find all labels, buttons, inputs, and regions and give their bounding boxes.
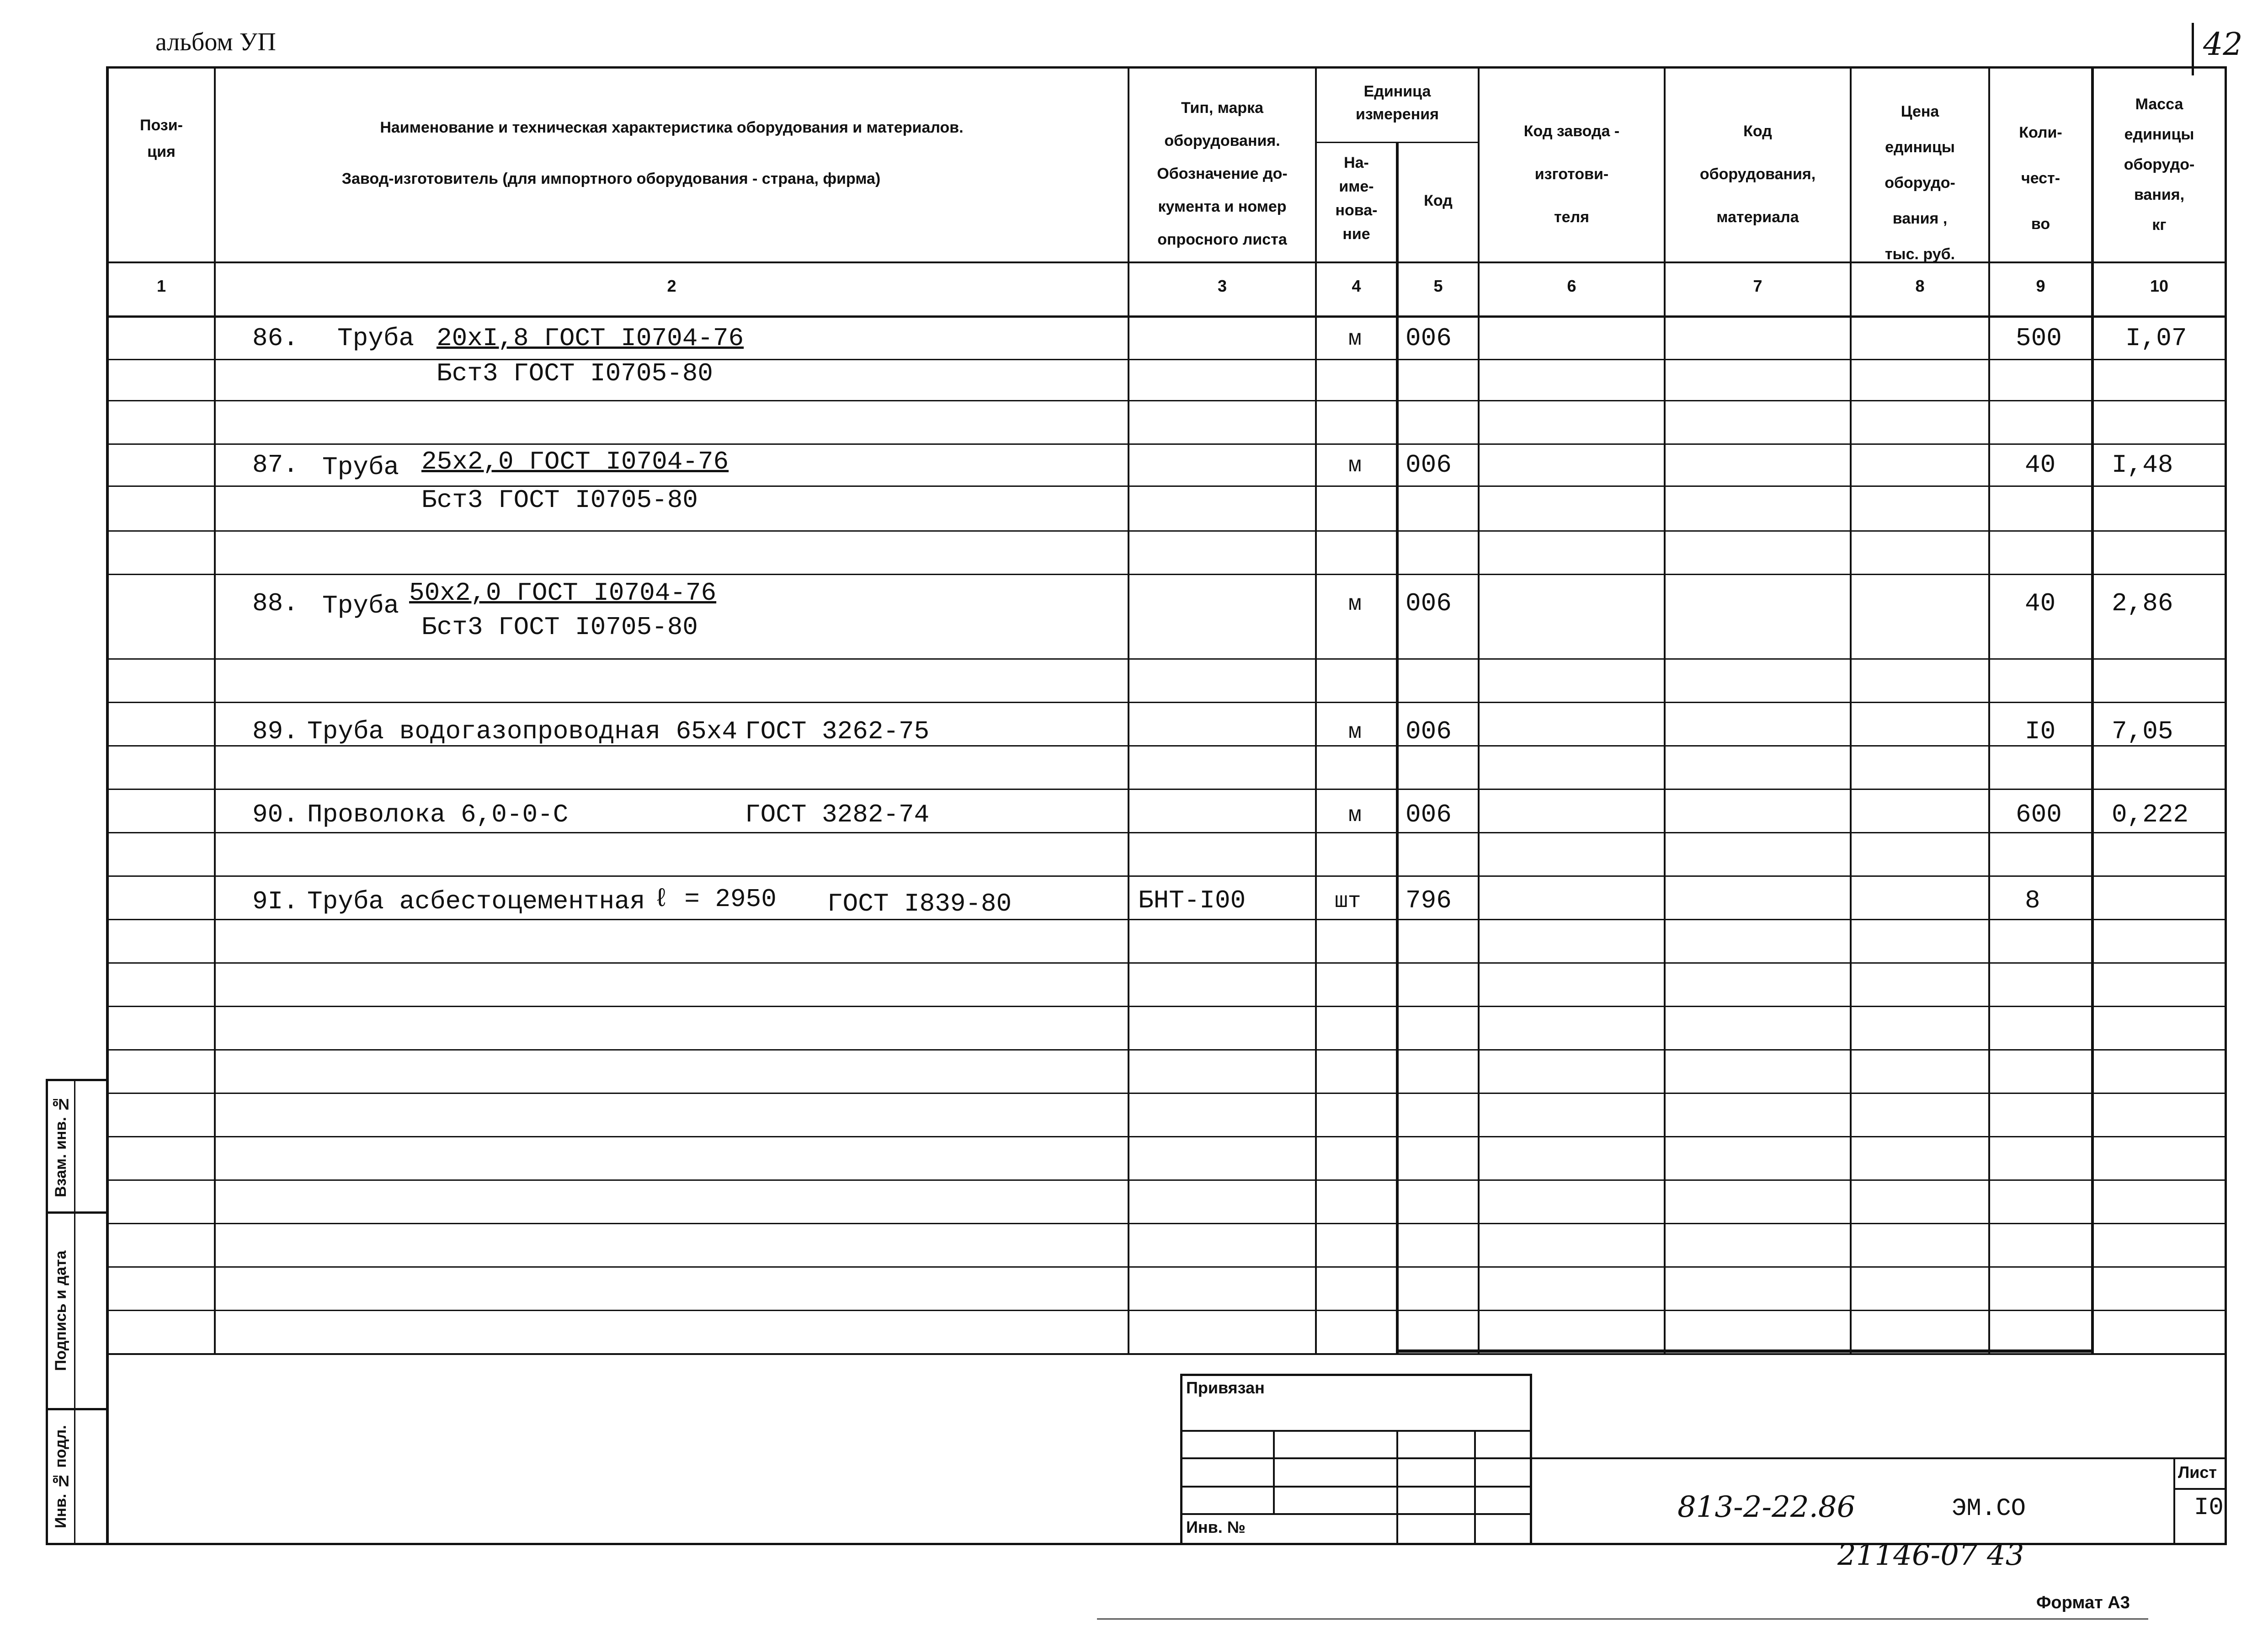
header-plant-code: Код завода - изготови- теля (1523, 123, 1620, 226)
page-number: 42 (2203, 27, 2243, 63)
album-label: альбом УП (155, 28, 276, 56)
col-number: 7 (1753, 277, 1762, 295)
header-name-line1: Наименование и техническая характеристика оборудования и материалов. (380, 119, 964, 136)
header-unit-group: Единица измерения (1356, 83, 1439, 123)
col-number: 5 (1433, 277, 1443, 295)
archive-number: 21146-07 43 (1837, 1538, 2024, 1572)
col-number: 10 (2150, 277, 2169, 295)
format-label: Формат А3 (2036, 1593, 2130, 1612)
privyazan-label: Привязан (1186, 1378, 1265, 1397)
header-quantity: Коли- чест- во (2019, 124, 2062, 233)
inv-no-label: Инв. № (1186, 1518, 1246, 1536)
col-number: 4 (1352, 277, 1361, 295)
header-equipment-code: Код оборудования, материала (1699, 123, 1816, 226)
inv-podl-label: Инв. № подл. (52, 1425, 69, 1528)
col-number: 1 (156, 277, 166, 295)
header-unit-name: На- име- нова- ние (1335, 154, 1378, 243)
header-mass: Масса единицы оборудо- вания, кг (2124, 96, 2195, 234)
sheet-number: I0 (2194, 1494, 2224, 1522)
col-number: 3 (1217, 277, 1227, 295)
doc-code: 813-2-22.86 (1677, 1490, 1856, 1524)
sheet-label: Лист (2178, 1463, 2217, 1482)
header-type: Тип, марка оборудования. Обозначение до- кумента и номер опросного листа (1157, 99, 1288, 248)
vzam-inv-label: Взам. инв. № (52, 1095, 69, 1198)
col-number: 9 (2036, 277, 2045, 295)
header-unit-code: Код (1424, 192, 1453, 209)
doc-mark: ЭМ.СО (1952, 1495, 2026, 1523)
header-name-line2: Завод-изготовитель (для импортного оборудования - страна, фирма) (341, 170, 881, 187)
col-number: 8 (1915, 277, 1925, 295)
col-number: 6 (1567, 277, 1576, 295)
podpis-data-label: Подпись и дата (52, 1250, 69, 1371)
col-number: 2 (667, 277, 676, 295)
header-position: Пози- ция (140, 117, 183, 160)
header-price: Цена единицы оборудо- вания , тыс. руб. (1885, 103, 1955, 263)
